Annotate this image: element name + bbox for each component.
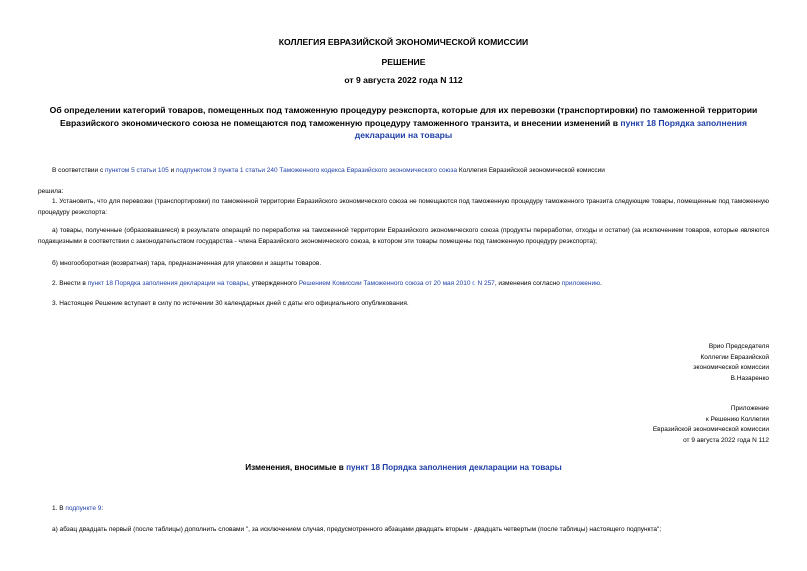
preamble-text-3: Коллегия Евразийской экономической комиссии (457, 167, 605, 174)
link-article-240[interactable]: подпунктом 3 пункта 1 статьи 240 Таможенного кодекса Евразийского экономического союза (176, 167, 458, 174)
appendix-line-2: к Решению Коллегии (705, 415, 769, 423)
changes-title-link[interactable]: пункт 18 Порядка заполнения декларации на товары (346, 463, 562, 472)
decided-label: решила: (38, 188, 64, 195)
paragraph-1a: а) товары, полученные (образовавшиеся) в результате операций по переработке на таможенной территории Евразийского экономического союза (продукты переработки, отходы и остатки) (за исключением товаров, которые являются подакцизными в соответствии с законодательством государства - члена Евразийского экономического союза, в котором эти товары помещены под таможенную процедуру реэкспорта); (38, 227, 769, 245)
appendix-line-4: от 9 августа 2022 года N 112 (683, 436, 769, 444)
paragraph-2-text-2: , утвержденного (248, 280, 299, 287)
preamble-text-2: и (168, 167, 177, 174)
signature-line-2: Коллегии Евразийской (700, 353, 769, 361)
change-item-1-end: : (101, 505, 104, 512)
change-item-1a: а) абзац двадцать первый (после таблицы) дополнить словами ", за исключением случая, предусмотренного абзацами двадцать вторым - двадцать четвертым (после таблицы) настоящего подпункта"; (52, 526, 662, 533)
signature-line-1: Врио Председателя (708, 343, 769, 350)
preamble (38, 166, 769, 177)
appendix-line-3: Евразийской экономической комиссии (652, 426, 769, 434)
paragraph-2-text-3: , изменения согласно (494, 280, 562, 287)
signature-line-3: экономической комиссии (693, 364, 769, 372)
title-link-item-18[interactable]: пункт 18 Порядка заполнения декларации на товары (354, 117, 747, 140)
link-subitem-9[interactable]: подпункте 9 (65, 505, 102, 512)
issuing-body: КОЛЛЕГИЯ ЕВРАЗИЙСКОЙ ЭКОНОМИЧЕСКОЙ КОМИССИИ (278, 37, 529, 47)
paragraph-2-text-4: . (599, 280, 602, 287)
change-item-1-text: 1. В (52, 505, 66, 512)
appendix-reference (653, 404, 769, 446)
link-decision-257[interactable]: Решением Комиссии Таможенного союза от 20 мая 2010 г. N 257 (298, 280, 495, 287)
appendix-line-1: Приложение (730, 405, 769, 412)
document-type: РЕШЕНИЕ (381, 57, 426, 67)
paragraph-1: 1. Установить, что для перевозки (транспортировки) по таможенной территории Евразийского экономического союза не помещаются под таможенную процедуру таможенного транзита следующие товары, помещенные под таможенную процедуру реэкспорта: (38, 198, 769, 216)
paragraph-2-text-1: 2. Внести в (52, 280, 88, 287)
document-title (38, 104, 769, 142)
changes-title-text: Изменения, вносимые в (245, 463, 347, 472)
link-item-18-order[interactable]: пункт 18 Порядка заполнения декларации на товары (87, 280, 249, 287)
change-item-1 (52, 504, 103, 515)
signature-name: В.Назаренко (730, 374, 769, 382)
changes-title (0, 463, 807, 472)
paragraph-3: 3. Настоящее Решение вступает в силу по истечении 30 календарных дней с даты его официального опубликования. (52, 300, 409, 307)
paragraph-1b: б) многооборотная (возвратная) тара, предназначенная для упаковки и защиты товаров. (52, 260, 322, 267)
document-title-text: Об определении категорий товаров, помещенных под таможенную процедуру реэкспорта, которые для их перевозки (транспортировки) по таможенной территории Евразийского экономического союза не помещаются под таможенную процедуру таможенного транзита, и внесении изменений в (49, 105, 758, 128)
link-article-105[interactable]: пунктом 5 статьи 105 (105, 167, 169, 174)
preamble-text-1: В соответствии с (52, 167, 106, 174)
signature-block (693, 342, 769, 384)
document-date-number: от 9 августа 2022 года N 112 (344, 75, 463, 85)
paragraph-2 (38, 279, 769, 290)
link-appendix[interactable]: приложению (561, 280, 600, 287)
